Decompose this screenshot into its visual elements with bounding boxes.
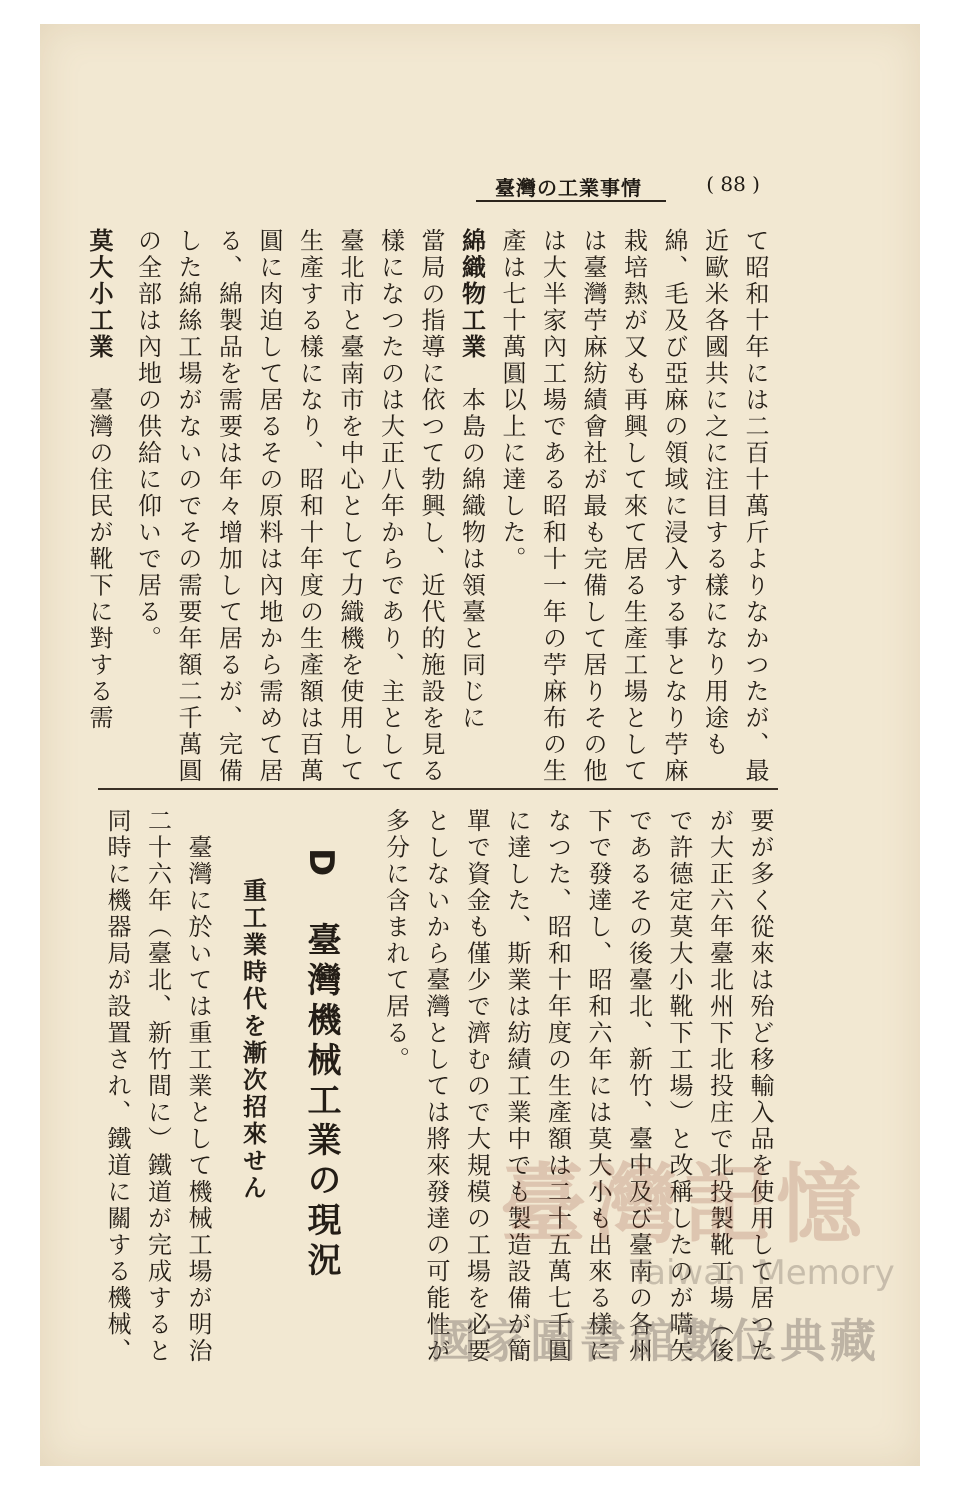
- text-column: であるその後臺北、新竹、臺中及び臺南の各州: [624, 808, 653, 1365]
- text-column: で許德定莫大小靴下工場）と改稱したのが嚆矢: [665, 808, 693, 1365]
- cotton-intro-text: 本島の綿織物は領臺と同じに: [457, 360, 486, 732]
- watermark-library-text: 國家圖書館數位典藏: [430, 1314, 880, 1368]
- text-column: 多分に含まれて居る。: [381, 808, 410, 1073]
- text-column: 同時に機器局が設置され、鐵道に關する機械、: [103, 808, 131, 1365]
- watermark-logo-text: 臺灣記憶: [500, 1154, 868, 1255]
- text-column: 當局の指導に依つて勃興し、近代的施設を見る: [417, 228, 445, 785]
- text-column: 近歐米各國共に之に注目する樣になり用途も: [700, 228, 729, 758]
- knitwear-industry-heading: 莫大小工業: [85, 228, 113, 361]
- text-column: 產は七十萬圓以上に達した。: [498, 228, 526, 573]
- text-column: 圓に肉迫して居るその原料は內地から需めて居: [255, 228, 283, 785]
- text-column: は大半家內工場である昭和十一年の苧麻布の生: [538, 228, 567, 785]
- text-column: 生產する樣になり、昭和十年度の生產額は百萬: [295, 228, 324, 785]
- running-header: [495, 170, 760, 204]
- text-column: 綿、毛及び亞麻の領域に浸入する事となり苧麻: [660, 228, 688, 785]
- text-column: 下で發達し、昭和六年には莫大小も出來る樣に: [584, 808, 612, 1365]
- section-divider: [98, 788, 778, 790]
- text-column: 單で資金も僅少で濟むので大規模の工場を必要: [462, 808, 491, 1365]
- text-column: に達した、斯業は紡績工業中でも製造設備が簡: [503, 808, 531, 1365]
- knitwear-intro-text: 臺灣の住民が靴下に對する需: [85, 360, 113, 732]
- text-column: が大正六年臺北州下北投庄で北投製靴工場（後: [705, 808, 734, 1365]
- watermark-english-text: Taiwan Memory: [630, 1253, 895, 1293]
- lower-text-block: [100, 808, 780, 1368]
- cotton-first-column: [451, 228, 492, 768]
- text-column: 臺灣に於いては重工業として機械工場が明治: [184, 808, 212, 1365]
- text-column: した綿絲工場がないのでその需要年額二千萬圓: [174, 228, 202, 785]
- text-column: なつた、昭和十年度の生產額は二十五萬七千圓: [543, 808, 572, 1365]
- section-title: D 臺灣機械工業の現況: [301, 848, 341, 1283]
- section-subtitle: 重工業時代を漸次招來せん: [238, 878, 267, 1202]
- text-column: 栽培熱が又も再興して來て居る生產工場として: [619, 228, 648, 785]
- column-gap: [119, 228, 127, 768]
- text-column: としないから臺灣としては將來發達の可能性が: [422, 808, 450, 1365]
- mat-first-column: [79, 228, 120, 768]
- text-column: 臺北市と臺南市を中心として力織機を使用して: [336, 228, 364, 785]
- text-column: 要が多く從來は殆ど移輸入品を使用して居つた: [746, 808, 774, 1365]
- upper-text-block: [85, 228, 775, 785]
- text-column: 二十六年（臺北、新竹間に）鐵道が完成すると: [143, 808, 172, 1365]
- text-column: の全部は內地の供給に仰いで居る。: [133, 228, 162, 652]
- text-column: て昭和十年には二百十萬斤よりなかつたが、最: [741, 228, 769, 785]
- page-number: ( 88 ): [706, 172, 760, 196]
- header-title: 臺灣の工業事情: [495, 176, 642, 200]
- cotton-industry-heading: 綿織物工業: [457, 228, 486, 361]
- header-underline: [476, 200, 666, 202]
- text-column: る、綿製品を需要は年々增加して居るが、完備: [214, 228, 243, 785]
- text-column: は臺灣苧麻紡績會社が最も完備して居りその他: [579, 228, 607, 785]
- text-column: 樣になつたのは大正八年からであり、主として: [376, 228, 405, 785]
